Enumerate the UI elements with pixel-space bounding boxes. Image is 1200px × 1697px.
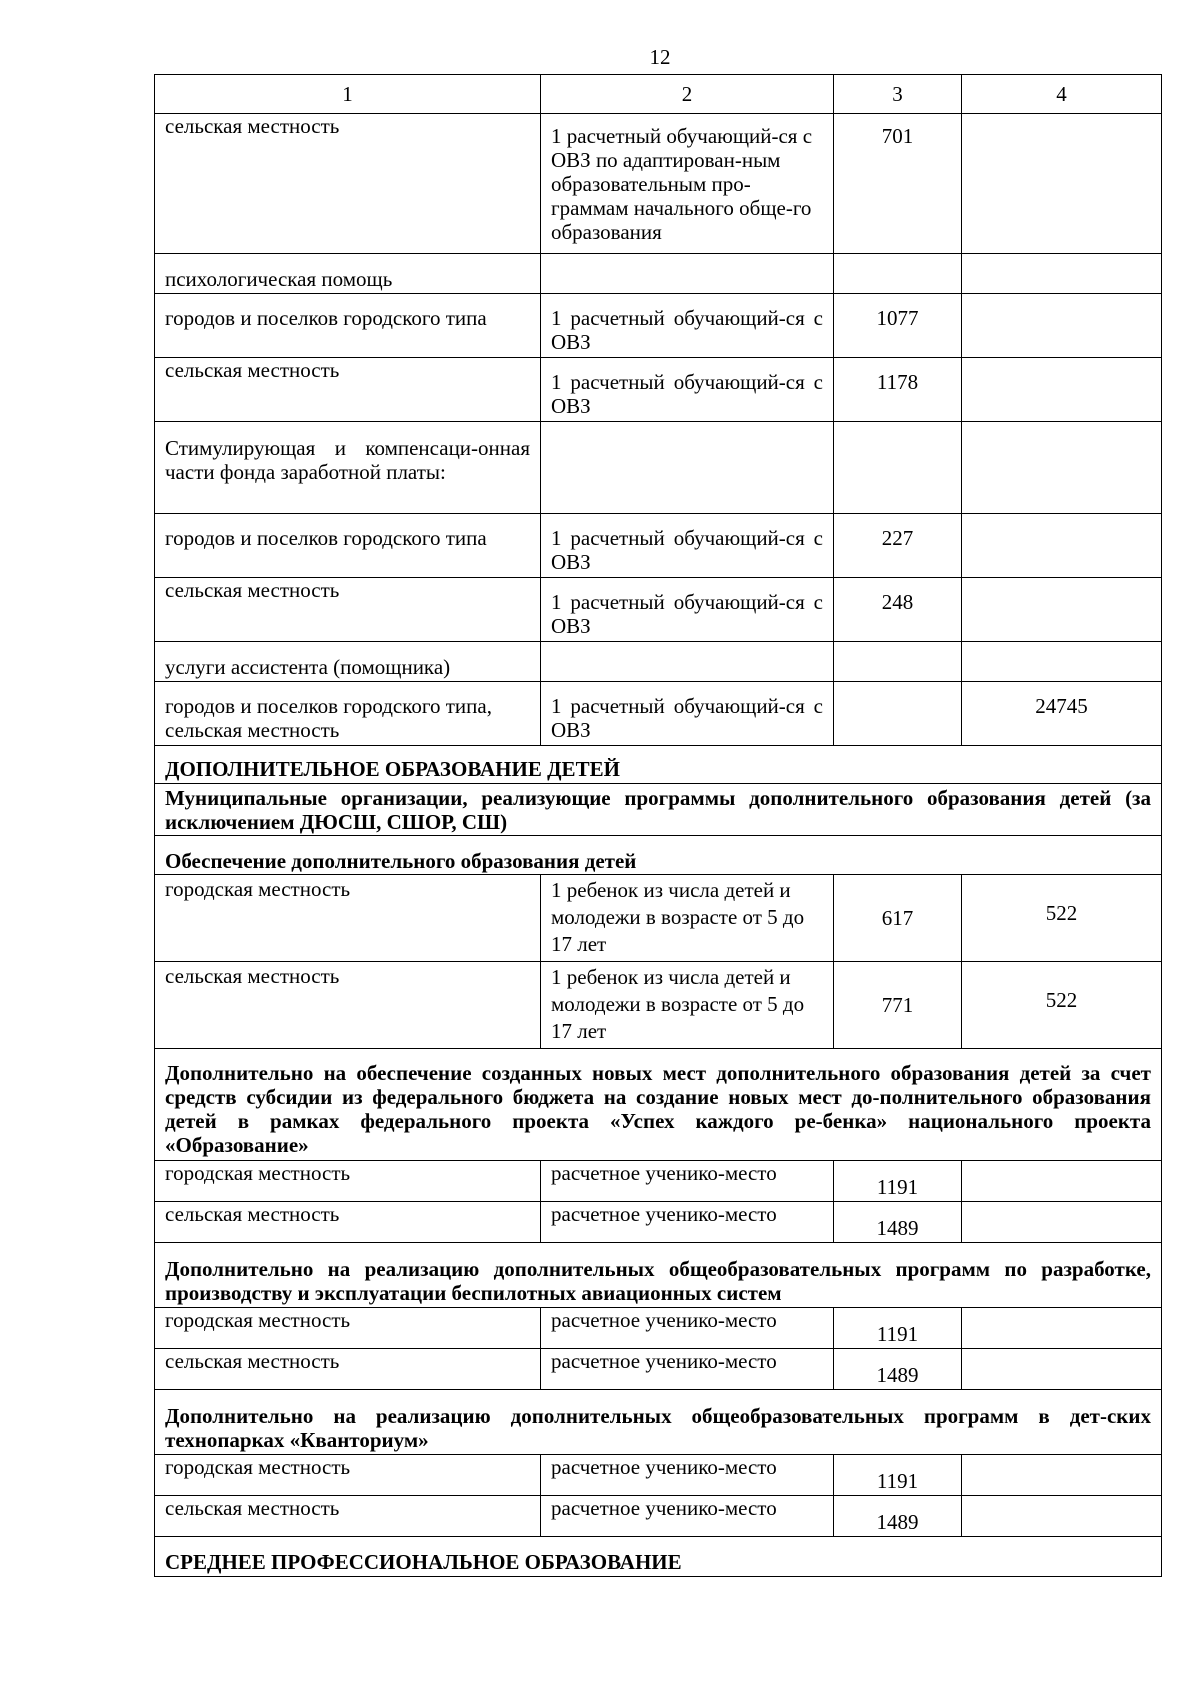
- section-heading: Дополнительно на реализацию дополнительных общеобразовательных программ в дет-ских технопарках «Кванториум»: [155, 1390, 1162, 1455]
- unit-cell: расчетное ученико-место: [541, 1496, 834, 1537]
- category-cell: городская местность: [155, 1161, 541, 1202]
- value-cell: 617: [834, 875, 962, 962]
- unit-cell: расчетное ученико-место: [541, 1161, 834, 1202]
- table-row: [155, 578, 1162, 642]
- table-row: [155, 1349, 1162, 1390]
- section-heading-row: [155, 836, 1162, 875]
- section-heading-row: [155, 784, 1162, 836]
- category-cell: городов и поселков городского типа: [155, 514, 541, 578]
- unit-cell: 1 расчетный обучающий-ся с ОВЗ: [541, 578, 834, 642]
- table-row: [155, 642, 1162, 682]
- category-cell: городская местность: [155, 1455, 541, 1496]
- value-cell: 1191: [834, 1161, 962, 1202]
- table-row: [155, 1496, 1162, 1537]
- table-row: [155, 358, 1162, 422]
- value-cell: 1191: [834, 1308, 962, 1349]
- value-cell: 227: [834, 514, 962, 578]
- column-header-row: [155, 75, 1162, 114]
- unit-cell: 1 расчетный обучающий-ся с ОВЗ: [541, 358, 834, 422]
- value-cell: 1178: [834, 358, 962, 422]
- table-row: [155, 514, 1162, 578]
- table-row: [155, 422, 1162, 514]
- unit-cell: 1 расчетный обучающий-ся с ОВЗ: [541, 294, 834, 358]
- unit-cell: расчетное ученико-место: [541, 1455, 834, 1496]
- section-heading-row: [155, 746, 1162, 784]
- section-heading: ДОПОЛНИТЕЛЬНОЕ ОБРАЗОВАНИЕ ДЕТЕЙ: [155, 746, 1162, 784]
- table-row: [155, 875, 1162, 962]
- unit-cell: 1 ребенок из числа детей и молодежи в возрасте от 5 до 17 лет: [541, 875, 834, 962]
- value-cell: 1077: [834, 294, 962, 358]
- section-heading: СРЕДНЕЕ ПРОФЕССИОНАЛЬНОЕ ОБРАЗОВАНИЕ: [155, 1537, 1162, 1577]
- unit-cell: 1 расчетный обучающий-ся с ОВЗ: [541, 682, 834, 746]
- category-cell: сельская местность: [155, 578, 541, 642]
- category-cell: городов и поселков городского типа, сельская местность: [155, 682, 541, 746]
- extra-value-cell: 522: [962, 962, 1162, 1049]
- table-row: [155, 294, 1162, 358]
- page-number: 12: [649, 45, 671, 69]
- unit-cell: 1 расчетный обучающий-ся с ОВЗ: [541, 514, 834, 578]
- section-heading: Дополнительно на обеспечение созданных новых мест дополнительного образования детей за счет средств субсидии из федерального бюджета на создание новых мест до-полнительного образования детей в рамках федерального проекта «Успех каждого ре-бенка» национального проекта «Образование»: [155, 1049, 1162, 1161]
- category-cell: сельская местность: [155, 1349, 541, 1390]
- value-cell: 1489: [834, 1202, 962, 1243]
- unit-cell: 1 ребенок из числа детей и молодежи в возрасте от 5 до 17 лет: [541, 962, 834, 1049]
- section-heading: Муниципальные организации, реализующие программы дополнительного образования детей (за исключением ДЮСШ, СШОР, СШ): [155, 784, 1162, 836]
- extra-value-cell: [962, 114, 1162, 254]
- table-row: [155, 1202, 1162, 1243]
- section-heading: Дополнительно на реализацию дополнительных общеобразовательных программ по разработке, производству и эксплуатации беспилотных авиационных систем: [155, 1243, 1162, 1308]
- category-cell: городская местность: [155, 875, 541, 962]
- extra-value-cell: 522: [962, 875, 1162, 962]
- value-cell: [834, 682, 962, 746]
- table-row: [155, 682, 1162, 746]
- norms-table: [154, 74, 1162, 1577]
- category-cell: сельская местность: [155, 1202, 541, 1243]
- unit-cell: расчетное ученико-место: [541, 1308, 834, 1349]
- column-header-4: 4: [962, 75, 1162, 114]
- value-cell: 1489: [834, 1349, 962, 1390]
- section-heading-row: [155, 1537, 1162, 1577]
- unit-cell: расчетное ученико-место: [541, 1349, 834, 1390]
- category-cell: психологическая помощь: [155, 254, 541, 294]
- section-heading-row: [155, 1049, 1162, 1161]
- column-header-3: 3: [834, 75, 962, 114]
- table-row: [155, 114, 1162, 254]
- section-heading-row: [155, 1243, 1162, 1308]
- value-cell: 1489: [834, 1496, 962, 1537]
- category-cell: сельская местность: [155, 962, 541, 1049]
- table-row: [155, 1161, 1162, 1202]
- category-cell: сельская местность: [155, 1496, 541, 1537]
- category-cell: услуги ассистента (помощника): [155, 642, 541, 682]
- value-cell: 701: [834, 114, 962, 254]
- section-heading-row: [155, 1390, 1162, 1455]
- column-header-2: 2: [541, 75, 834, 114]
- unit-cell: расчетное ученико-место: [541, 1202, 834, 1243]
- table-row: [155, 254, 1162, 294]
- table-row: [155, 1308, 1162, 1349]
- category-cell: городская местность: [155, 1308, 541, 1349]
- extra-value-cell: 24745: [962, 682, 1162, 746]
- table-row: [155, 1455, 1162, 1496]
- unit-cell: 1 расчетный обучающий-ся с ОВЗ по адаптирован-ным образовательным про-граммам начального обще-го образования: [541, 114, 834, 254]
- column-header-1: 1: [155, 75, 541, 114]
- value-cell: 248: [834, 578, 962, 642]
- section-heading: Обеспечение дополнительного образования детей: [155, 836, 1162, 875]
- value-cell: 1191: [834, 1455, 962, 1496]
- category-cell: Стимулирующая и компенсаци-онная части фонда заработной платы:: [155, 422, 541, 514]
- category-cell: городов и поселков городского типа: [155, 294, 541, 358]
- category-cell: сельская местность: [155, 358, 541, 422]
- category-cell: сельская местность: [155, 114, 541, 254]
- table-row: [155, 962, 1162, 1049]
- value-cell: 771: [834, 962, 962, 1049]
